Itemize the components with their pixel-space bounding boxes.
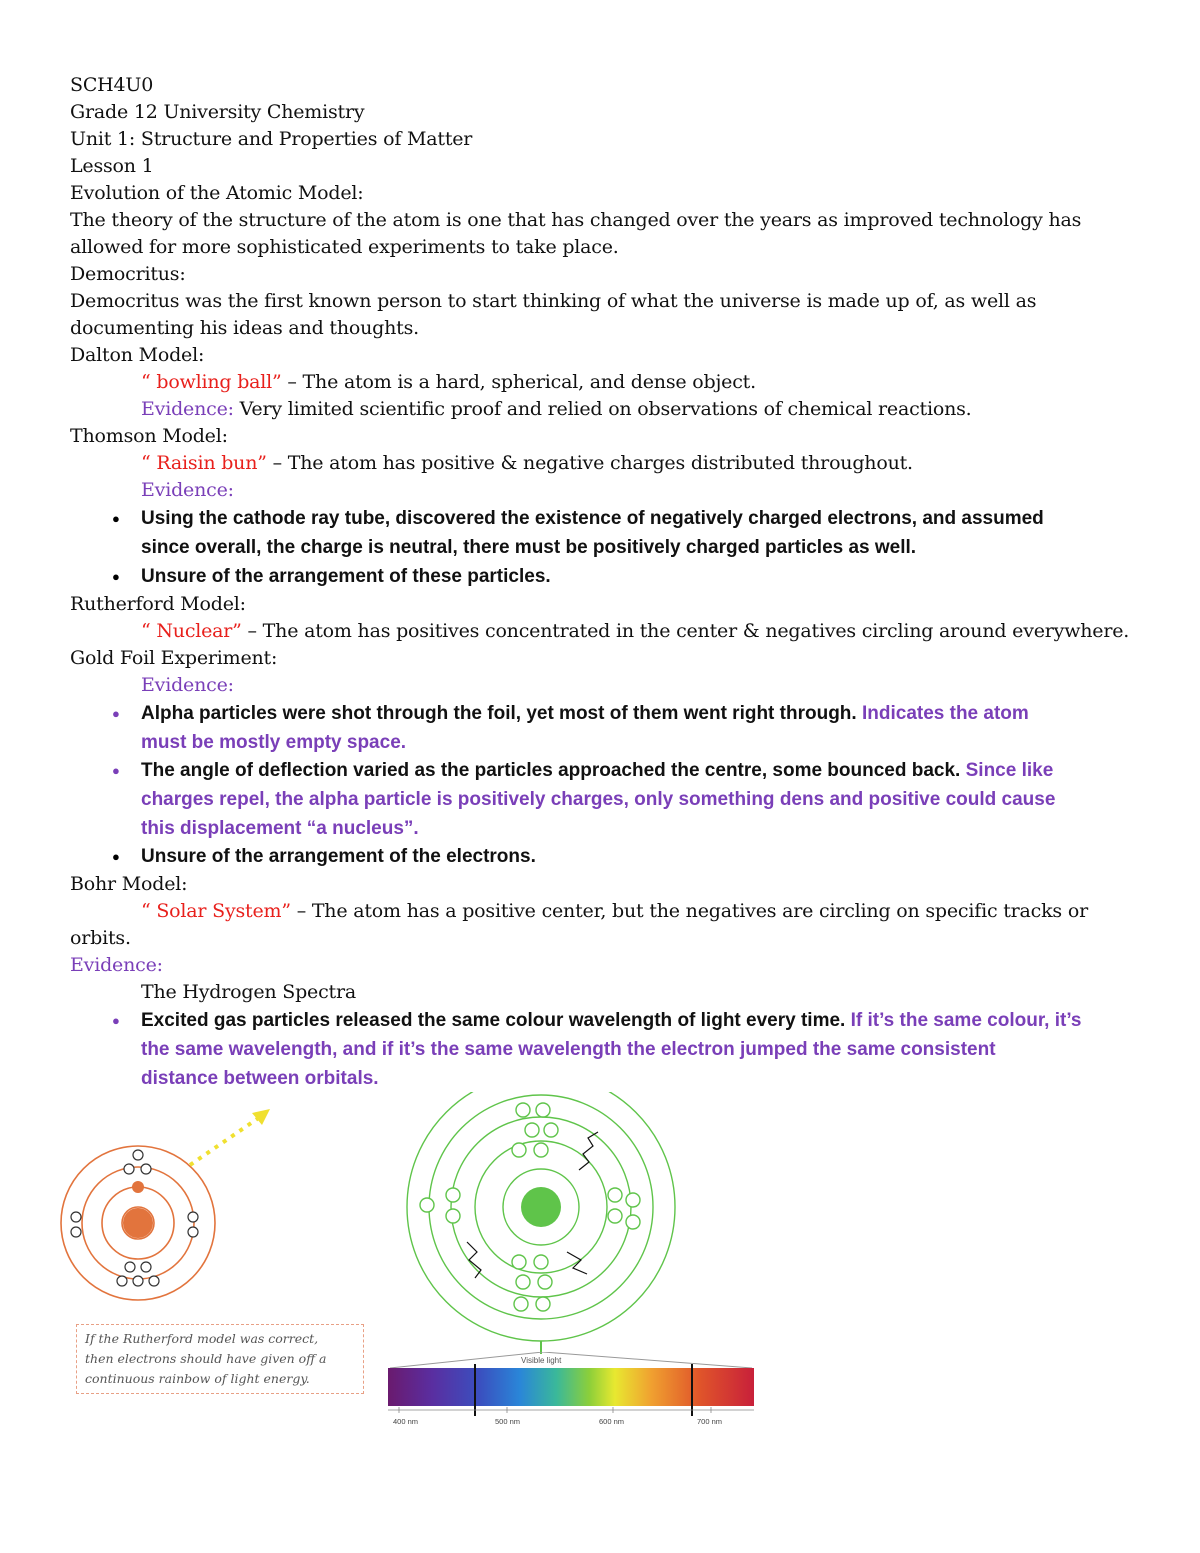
rutherford-heading: Rutherford Model: bbox=[70, 593, 246, 615]
intro-heading: Evolution of the Atomic Model: bbox=[70, 182, 364, 204]
thomson-description-text: – The atom has positive & negative charges distributed throughout. bbox=[266, 452, 913, 474]
gold-foil-heading: Gold Foil Experiment: bbox=[70, 647, 278, 669]
gold-foil-bullet-line: must be mostly empty space. bbox=[141, 732, 407, 753]
spectrum-title: Visible light bbox=[521, 1356, 562, 1365]
bohr-heading: Bohr Model: bbox=[70, 873, 188, 895]
bullet-text: Alpha particles were shot through the foil, yet most of them went right through. bbox=[141, 703, 857, 724]
bullet-icon: ● bbox=[112, 569, 120, 584]
dalton-evidence-text: Very limited scientific proof and relied on observations of chemical reactions. bbox=[233, 398, 972, 420]
gold-foil-bullet-line: charges repel, the alpha particle is positively charges, only something dens and positive could cause bbox=[141, 789, 1056, 810]
rutherford-description-text: – The atom has positives concentrated in the center & negatives circling around everywhere. bbox=[241, 620, 1130, 642]
bohr-description bbox=[141, 898, 1088, 925]
dalton-description-text: – The atom is a hard, spherical, and dense object. bbox=[281, 371, 756, 393]
democritus-text-line: Democritus was the first known person to start thinking of what the universe is made up of, as well as bbox=[70, 290, 1037, 312]
spectrum-bar bbox=[388, 1368, 754, 1406]
bullet-conclusion: If it’s the same colour, it’s bbox=[845, 1010, 1082, 1031]
rutherford-note-box bbox=[76, 1324, 364, 1394]
gold-foil-bullet-line bbox=[141, 757, 1053, 784]
emission-arrow-line bbox=[190, 1117, 260, 1165]
visible-light-spectrum bbox=[385, 1352, 760, 1432]
thomson-bullet-line: Unsure of the arrangement of these particles. bbox=[141, 566, 551, 587]
bohr-bullet-line: distance between orbitals. bbox=[141, 1068, 379, 1089]
bohr-nickname: “ Solar System” bbox=[141, 900, 291, 922]
intro-text-line: allowed for more sophisticated experiments to take place. bbox=[70, 236, 619, 258]
course-code: SCH4U0 bbox=[70, 74, 154, 96]
evidence-label: Evidence: bbox=[70, 954, 163, 976]
bullet-conclusion: Since like bbox=[960, 760, 1054, 781]
thomson-heading: Thomson Model: bbox=[70, 425, 228, 447]
tick-label: 500 nm bbox=[495, 1417, 521, 1426]
bullet-icon: ● bbox=[112, 511, 120, 526]
arrow-head-icon bbox=[252, 1109, 270, 1125]
bullet-icon: ● bbox=[112, 706, 120, 721]
course-name: Grade 12 University Chemistry bbox=[70, 101, 365, 123]
rutherford-nickname: “ Nuclear” bbox=[141, 620, 242, 642]
note-line: If the Rutherford model was correct, bbox=[85, 1331, 319, 1346]
bohr-description-text: – The atom has a positive center, but the negatives are circling on specific tracks or bbox=[290, 900, 1088, 922]
tick-label: 700 nm bbox=[697, 1417, 723, 1426]
bullet-text: The angle of deflection varied as the particles approached the centre, some bounced back. bbox=[141, 760, 961, 781]
lesson-title: Lesson 1 bbox=[70, 155, 154, 177]
bullet-icon: ● bbox=[112, 849, 120, 864]
bohr-bullet-line: the same wavelength, and if it’s the same wavelength the electron jumped the same consistent bbox=[141, 1039, 996, 1060]
bullet-icon: ● bbox=[112, 763, 120, 778]
evidence-label: Evidence: bbox=[141, 674, 234, 696]
democritus-heading: Democritus: bbox=[70, 263, 186, 285]
evidence-label: Evidence: bbox=[141, 479, 234, 501]
thomson-bullet-line: Using the cathode ray tube, discovered the existence of negatively charged electrons, and assumed bbox=[141, 508, 1044, 529]
bohr-bullet-line bbox=[141, 1007, 1081, 1034]
dalton-nickname: “ bowling ball” bbox=[141, 371, 282, 393]
note-line: then electrons should have given off a bbox=[85, 1351, 327, 1366]
thomson-description bbox=[141, 450, 913, 477]
gold-foil-bullet-line bbox=[141, 700, 1029, 727]
dalton-heading: Dalton Model: bbox=[70, 344, 205, 366]
dalton-evidence bbox=[141, 396, 972, 423]
democritus-text-line: documenting his ideas and thoughts. bbox=[70, 317, 419, 339]
bullet-text: Excited gas particles released the same colour wavelength of light every time. bbox=[141, 1010, 846, 1031]
note-line: continuous rainbow of light energy. bbox=[85, 1371, 310, 1386]
bullet-conclusion: Indicates the atom bbox=[856, 703, 1029, 724]
tick-label: 400 nm bbox=[393, 1417, 419, 1426]
bohr-atom-diagram bbox=[405, 1092, 685, 1362]
dalton-description bbox=[141, 369, 756, 396]
bullet-icon: ● bbox=[112, 1013, 120, 1028]
thomson-bullet-line: since overall, the charge is neutral, there must be positively charged particles as well. bbox=[141, 537, 917, 558]
evidence-label: Evidence: bbox=[141, 398, 234, 420]
tick-label: 600 nm bbox=[599, 1417, 625, 1426]
gold-foil-bullet-line: this displacement “a nucleus”. bbox=[141, 818, 419, 839]
rutherford-atom-diagram bbox=[60, 1095, 290, 1305]
bohr-subheading: The Hydrogen Spectra bbox=[141, 981, 356, 1003]
thomson-nickname: “ Raisin bun” bbox=[141, 452, 267, 474]
bohr-description-cont: orbits. bbox=[70, 927, 131, 949]
unit-title: Unit 1: Structure and Properties of Matter bbox=[70, 128, 473, 150]
intro-text-line: The theory of the structure of the atom is one that has changed over the years as improved technology has bbox=[70, 209, 1082, 231]
rutherford-description bbox=[141, 618, 1129, 645]
gold-foil-bullet-line: Unsure of the arrangement of the electrons. bbox=[141, 846, 536, 867]
